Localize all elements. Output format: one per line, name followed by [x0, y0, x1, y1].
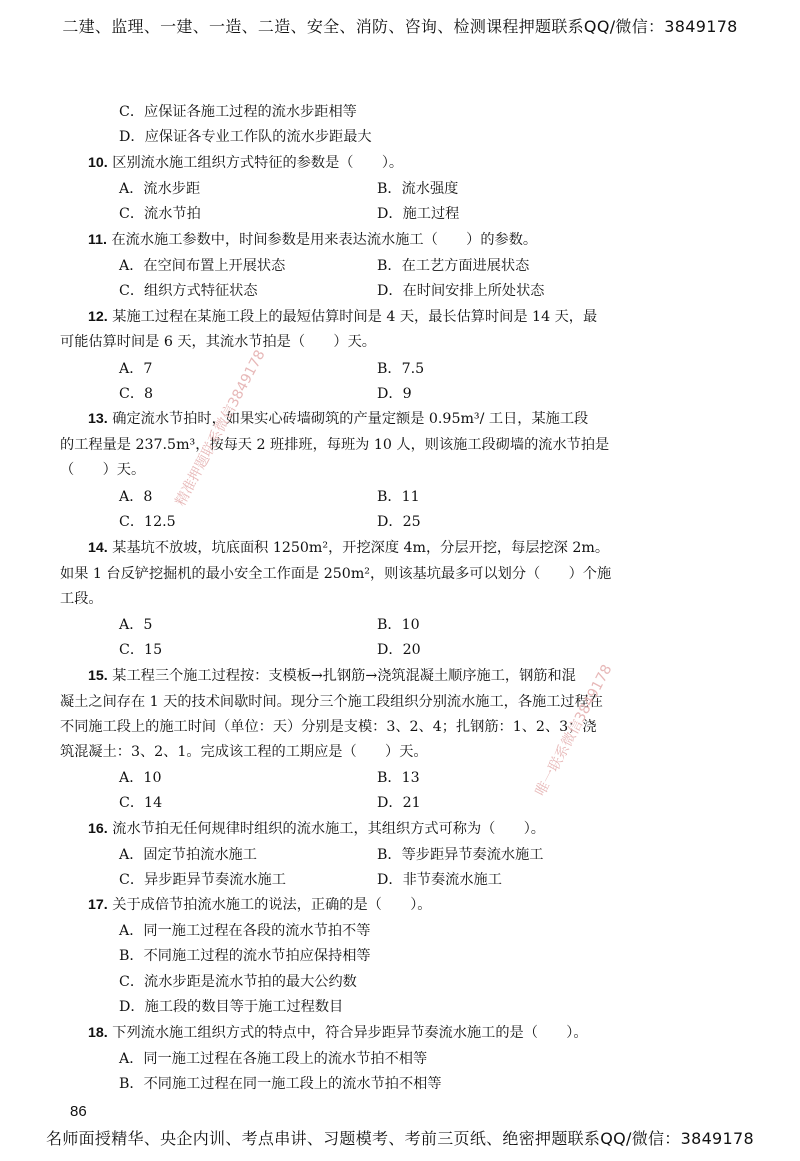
- q14-option-d: D．20: [377, 642, 421, 658]
- question-15-cont3: 筑混凝土：3、2、1。完成该工程的工期应是（ ）天。: [60, 744, 428, 760]
- question-number: 12.: [88, 309, 108, 325]
- question-10: [88, 152, 403, 172]
- question-12: [88, 306, 597, 326]
- page-header: 二建、监理、一建、一造、二造、安全、消防、咨询、检测课程押题联系QQ/微信：3849178: [62, 17, 738, 36]
- question-text: 某施工过程在某施工段上的最短估算时间是 4 天，最长估算时间是 14 天，最: [112, 309, 598, 325]
- question-number: 18.: [88, 1025, 108, 1041]
- question-14-cont: 如果 1 台反铲挖掘机的最小安全工作面是 250m²，则该基坑最多可以划分（ ）个施: [60, 566, 612, 582]
- question-number: 17.: [88, 897, 108, 913]
- q16-option-b: B．等步距异节奏流水施工: [377, 847, 544, 863]
- question-12-cont: 可能估算时间是 6 天，其流水节拍是（ ）天。: [60, 334, 376, 350]
- question-text: 关于成倍节拍流水施工的说法，正确的是（ ）。: [112, 897, 432, 913]
- question-text: 某工程三个施工过程按：支模板→扎钢筋→浇筑混凝土顺序施工，钢筋和混: [112, 668, 576, 684]
- q15-option-d: D．21: [377, 795, 421, 811]
- q17-option-d: D．施工段的数目等于施工过程数目: [119, 999, 344, 1015]
- q14-option-b: B．10: [377, 617, 420, 633]
- q18-option-a: A．同一施工过程在各施工段上的流水节拍不相等: [119, 1051, 428, 1067]
- question-number: 11.: [88, 232, 107, 248]
- question-text: 下列流水施工组织方式的特点中，符合异步距异节奏流水施工的是（ ）。: [112, 1025, 588, 1041]
- option-c-prev: C．应保证各施工过程的流水步距相等: [119, 104, 357, 120]
- question-11: [88, 229, 537, 249]
- q17-option-a: A．同一施工过程在各段的流水节拍不等: [119, 923, 371, 939]
- question-text: 流水节拍无任何规律时组织的流水施工，其组织方式可称为（ ）。: [112, 821, 545, 837]
- q18-option-b: B．不同施工过程在同一施工段上的流水节拍不相等: [119, 1076, 442, 1092]
- q12-option-b: B．7.5: [377, 361, 425, 377]
- q13-option-a: A．8: [119, 489, 153, 505]
- q12-option-d: D．9: [377, 386, 412, 402]
- option-d-prev: D．应保证各专业工作队的流水步距最大: [119, 129, 372, 145]
- q10-option-c: C．流水节拍: [119, 206, 201, 222]
- watermark-stamp: 精准押题联系微信3849178: [172, 347, 269, 509]
- question-14: [88, 537, 609, 557]
- q16-option-d: D．非节奏流水施工: [377, 872, 502, 888]
- q11-option-b: B．在工艺方面进展状态: [377, 258, 530, 274]
- question-13: [88, 408, 588, 428]
- q15-option-c: C．14: [119, 795, 163, 811]
- question-13-cont2: （ ）天。: [60, 462, 146, 478]
- question-15-cont: 凝土之间存在 1 天的技术间歇时间。现分三个施工段组织分别流水施工，各施工过程在: [60, 694, 603, 710]
- question-18: [88, 1022, 588, 1042]
- question-13-cont: 的工程量是 237.5m³，按每天 2 班排班，每班为 10 人，则该施工段砌墙的流水节拍是: [60, 437, 610, 453]
- q13-option-d: D．25: [377, 514, 421, 530]
- q13-option-c: C．12.5: [119, 514, 176, 530]
- question-17: [88, 894, 431, 914]
- q10-option-a: A．流水步距: [119, 181, 201, 197]
- q15-option-b: B．13: [377, 770, 420, 786]
- question-number: 14.: [88, 540, 108, 556]
- page-number: 86: [70, 1103, 87, 1120]
- question-15-cont2: 不同施工段上的施工时间（单位：天）分别是支模：3、2、4；扎钢筋：1、2、3；浇: [60, 719, 597, 735]
- watermark-stamp: 唯一联系微信3849178: [532, 662, 616, 799]
- question-number: 10.: [88, 155, 108, 171]
- question-number: 13.: [88, 411, 108, 427]
- q14-option-c: C．15: [119, 642, 163, 658]
- question-14-cont2: 工段。: [60, 591, 103, 607]
- question-15: [88, 665, 576, 685]
- q10-option-b: B．流水强度: [377, 181, 459, 197]
- question-text: 确定流水节拍时，如果实心砖墙砌筑的产量定额是 0.95m³/ 工日，某施工段: [112, 411, 589, 427]
- question-number: 15.: [88, 668, 108, 684]
- q13-option-b: B．11: [377, 489, 420, 505]
- q12-option-a: A．7: [119, 361, 153, 377]
- q15-option-a: A．10: [119, 770, 162, 786]
- q17-option-c: C．流水步距是流水节拍的最大公约数: [119, 974, 357, 990]
- question-text: 在流水施工参数中，时间参数是用来表达流水施工（ ）的参数。: [111, 232, 538, 248]
- question-number: 16.: [88, 821, 108, 837]
- q11-option-d: D．在时间安排上所处状态: [377, 283, 545, 299]
- q16-option-c: C．异步距异节奏流水施工: [119, 872, 286, 888]
- question-text: 区别流水施工组织方式特征的参数是（ ）。: [112, 155, 404, 171]
- q11-option-c: C．组织方式特征状态: [119, 283, 258, 299]
- question-text: 某基坑不放坡，坑底面积 1250m²，开挖深度 4m，分层开挖，每层挖深 2m。: [112, 540, 610, 556]
- q17-option-b: B．不同施工过程的流水节拍应保持相等: [119, 948, 371, 964]
- q12-option-c: C．8: [119, 386, 154, 402]
- q14-option-a: A．5: [119, 617, 153, 633]
- page-footer: 名师面授精华、央企内训、考点串讲、习题模考、考前三页纸、绝密押题联系QQ/微信：3849178: [46, 1129, 754, 1148]
- question-16: [88, 818, 545, 838]
- q10-option-d: D．施工过程: [377, 206, 460, 222]
- q16-option-a: A．固定节拍流水施工: [119, 847, 257, 863]
- q11-option-a: A．在空间布置上开展状态: [119, 258, 286, 274]
